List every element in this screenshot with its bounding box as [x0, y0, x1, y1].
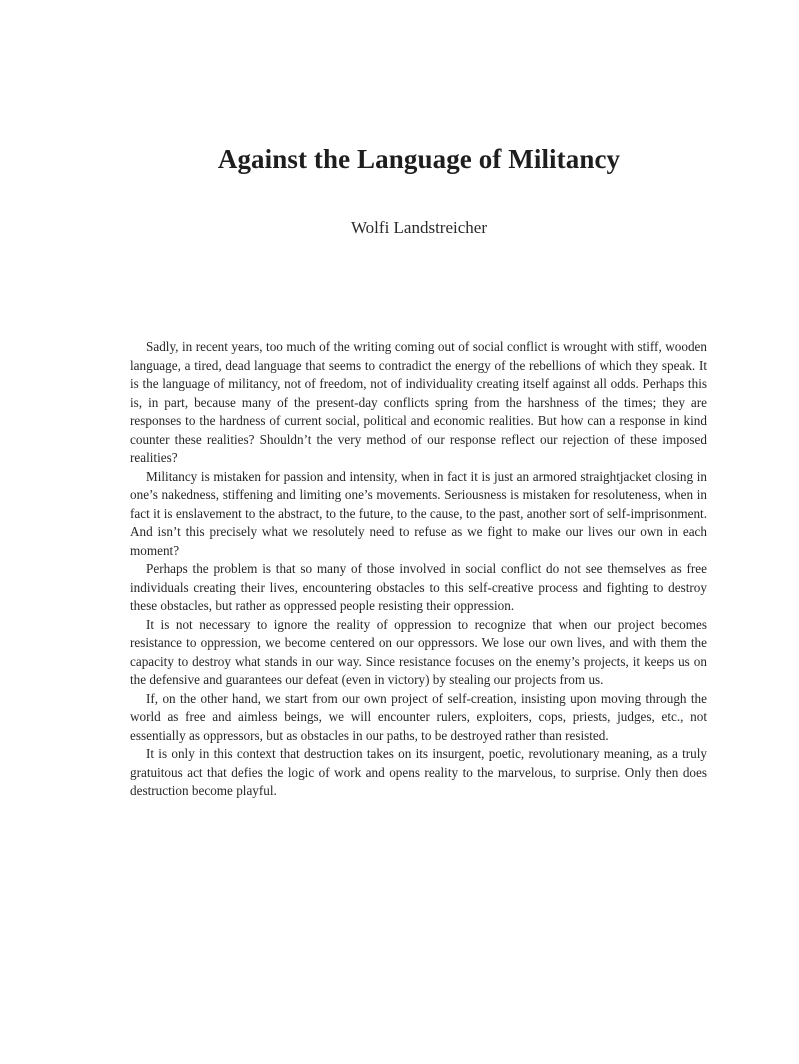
paragraph: If, on the other hand, we start from our own project of self-creation, insisting upon moving through the world as free and aimless beings, we will encounter rulers, exploiters, cops, priests, judges, etc., not essentially as oppressors, but as obstacles in our paths, to be destroyed rather than resisted.: [130, 690, 707, 743]
document-title: Against the Language of Militancy: [217, 144, 621, 174]
document-author: Wolfi Landstreicher: [351, 218, 487, 237]
document-body: [130, 338, 707, 801]
paragraph: Perhaps the problem is that so many of those involved in social conflict do not see themselves as free individuals creating their lives, encountering obstacles to this self-creative process and fighting to destroy these obstacles, but rather as oppressed people resisting their oppression.: [130, 561, 707, 613]
paragraph: Sadly, in recent years, too much of the writing coming out of social conflict is wrought with stiff, wooden language, a tired, dead language that seems to contradict the energy of the rebellions of which they speak. It is the language of militancy, not of freedom, not of individuality creating itself against all odds. Perhaps this is, in part, because many of the present-day conflicts spring from the harshness of the times; they are responses to the hardness of current social, political and economic realities. But how can a response in kind counter these realities? Shouldn’t the very method of our response reflect our rejection of these imposed realities?: [130, 339, 707, 465]
paragraph: Militancy is mistaken for passion and intensity, when in fact it is just an armored straightjacket closing in one’s nakedness, stiffening and limiting one’s movements. Seriousness is mistaken for resoluteness, when in fact it is enslavement to the abstract, to the future, to the cause, to the past, another sort of self-imprisonment. And isn’t this precisely what we resolutely need to refuse as we fight to make our lives our own in each moment?: [130, 468, 707, 558]
paragraph: It is only in this context that destruction takes on its insurgent, poetic, revolutionary meaning, as a truly gratuitous act that defies the logic of work and opens reality to the marvelous, to surprise. Only then does destruction become playful.: [130, 746, 707, 798]
paragraph: It is not necessary to ignore the reality of oppression to recognize that when our project becomes resistance to oppression, we become centered on our oppressors. We lose our own lives, and with them the capacity to destroy what stands in our way. Since resistance focuses on the enemy’s projects, it keeps us on the defensive and guarantees our defeat (even in victory) by stealing our projects from us.: [130, 616, 707, 687]
